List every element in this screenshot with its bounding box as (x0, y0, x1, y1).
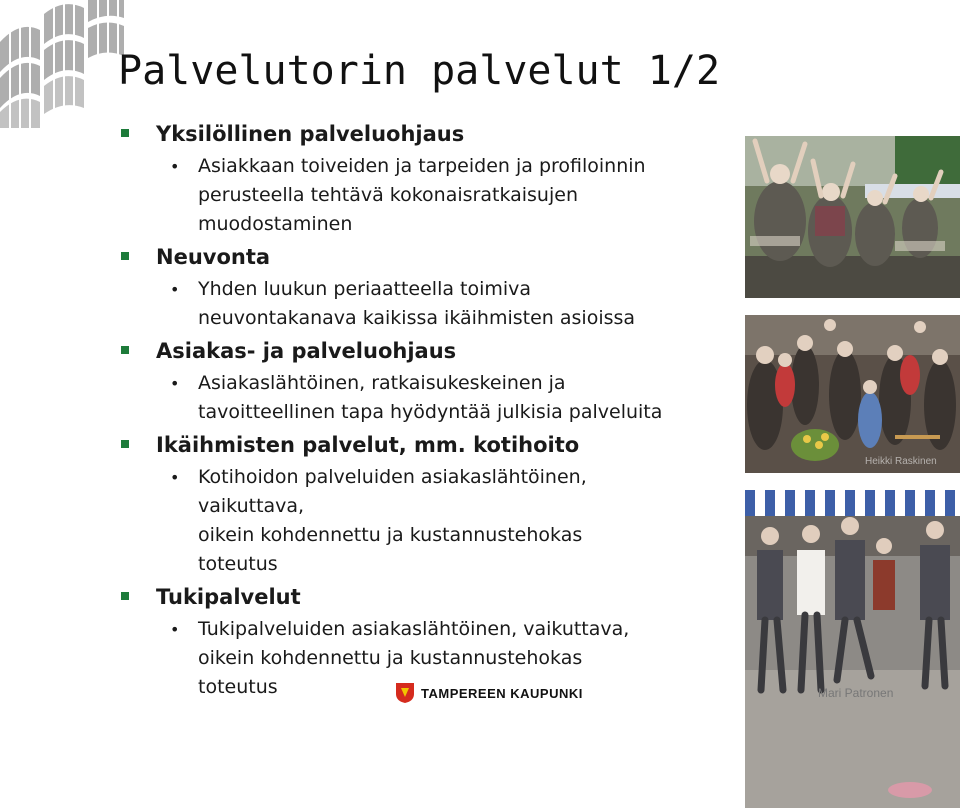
dot-bullet-icon: • (170, 280, 180, 299)
city-logo (395, 682, 583, 704)
square-bullet-icon (121, 129, 129, 137)
section-body-text: Asiakkaan toiveiden ja tarpeiden ja profiloinnin perusteella tehtävä kokonaisratkaisujen muodostaminen (198, 155, 646, 235)
section-body-2 (120, 275, 720, 333)
section-heading-5 (120, 583, 720, 611)
dot-bullet-icon: • (170, 157, 180, 176)
tampere-pattern-logo (0, 0, 130, 130)
section-body-3 (120, 369, 720, 427)
section-heading-3 (120, 337, 720, 365)
dot-bullet-icon: • (170, 468, 180, 487)
slide-content (120, 116, 720, 704)
square-bullet-icon (121, 346, 129, 354)
section-heading-text: Yksilöllinen palveluohjaus (156, 122, 465, 146)
slide-title: Palvelutorin palvelut 1/2 (118, 48, 721, 94)
section-heading-text: Asiakas- ja palveluohjaus (156, 339, 457, 363)
photo-watermark: Heikki Raskinen (865, 456, 937, 467)
section-heading-1 (120, 120, 720, 148)
section-heading-4 (120, 431, 720, 459)
dot-bullet-icon: • (170, 374, 180, 393)
exercise-photo (745, 136, 960, 298)
section-body-text: Asiakaslähtöinen, ratkaisukeskeinen ja tavoitteellinen tapa hyödyntää julkisia palveluita (198, 372, 663, 423)
dot-bullet-icon: • (170, 620, 180, 639)
square-bullet-icon (121, 592, 129, 600)
section-heading-text: Tukipalvelut (156, 585, 301, 609)
author-name: Mari Patronen (818, 686, 894, 700)
section-body-text: Yhden luukun periaatteella toimiva neuvontakanava kaikissa ikäihmisten asioissa (198, 278, 636, 329)
section-heading-text: Neuvonta (156, 245, 271, 269)
square-bullet-icon (121, 252, 129, 260)
section-body-1 (120, 152, 720, 239)
crowd-photo (745, 315, 960, 473)
section-heading-2 (120, 243, 720, 271)
section-body-text: Kotihoidon palveluiden asiakaslähtöinen, vaikuttava, oikein kohdennettu ja kustannustehokas toteutus (198, 466, 587, 575)
dance-photo (745, 490, 960, 808)
city-crest-icon (395, 682, 415, 704)
city-name: TAMPEREEN KAUPUNKI (421, 685, 583, 701)
section-body-4 (120, 463, 720, 579)
square-bullet-icon (121, 440, 129, 448)
section-heading-text: Ikäihmisten palvelut, mm. kotihoito (156, 433, 580, 457)
section-body-text: Tukipalveluiden asiakaslähtöinen, vaikuttava, oikein kohdennettu ja kustannustehokas toteutus (198, 618, 630, 698)
